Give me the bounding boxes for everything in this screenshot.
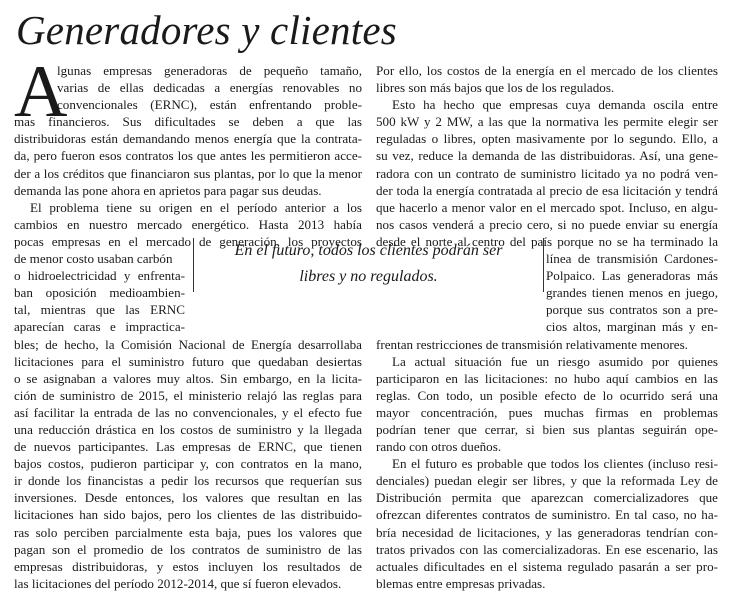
pull-quote-line: En el futuro, todos los clientes podrán ser [234,242,503,259]
text-line: rando con otros dueños. [376,439,502,455]
text-line: licitaciones han sido bajos, pero los clientes de las distribuido- [14,507,362,523]
article-title: Generadores y clientes [16,7,397,53]
text-line: pagan son el promedio de los contratos de suministro de las [14,541,362,557]
text-line: aparecían caras e impractica- [14,319,185,335]
text-line: En el futuro es probable que todos los clientes (incluso resi- [392,456,718,472]
right-column [376,62,718,592]
text-line: desde el norte al centro del país porque no se ha terminado la [376,233,718,249]
text-line: distribuidoras están demandando menos energía que la contrata- [14,131,362,147]
text-line: da, pero fueron esos contratos los que antes les permitieron acce- [14,148,362,164]
text-line: Distribución permita que aparezcan comercializadores que [376,490,718,506]
pull-quote [193,238,544,292]
text-line: una reducción drástica en los costos de suministro y la llegada [14,421,362,437]
text-line: actuales dificultades en el sistema regulado pasarán a ser pro- [376,558,718,574]
text-line: reglas. Con todo, un posible efecto de lo ocurrido será una [376,387,718,403]
text-line: denciales) puedan elegir ser libres, y que la reformada Ley de [376,473,718,489]
text-line: tratos privados con las comercializadoras. En ese escenario, las [376,541,718,557]
text-line: participaron en las licitaciones: no hubo aquí cambios en las [376,370,718,386]
text-line: cios altos, marginan más y en- [546,319,718,335]
text-line: pocas empresas en el mercado de generación, los proyectos [14,233,362,249]
left-column [14,51,362,592]
text-line: empresas distribuidoras, y estos incluyen los resultados de [14,558,362,574]
text-line: ras solo perciben parcialmente esta baja, pues los valores que [14,524,362,540]
text-line: ción de suministro de 2015, el ministerio relajó las reglas para [14,387,362,403]
text-line: reguladas o libres, opten masivamente por lo segundo. Ello, a [376,131,718,147]
text-line: de menor costo usaban carbón [14,251,173,267]
text-line: demanda las pone ahora en aprietos para pagar sus deudas. [14,182,322,198]
text-line: ofrezcan diferentes contratos de suministro. En tal caso, no ha- [376,507,718,523]
pull-quote-line: libres y no regulados. [299,268,438,285]
text-line: lgunas empresas generadoras de pequeño tamaño, [57,63,362,78]
text-line: porque sus contratos son a pre- [546,302,718,318]
text-line: libres son más bajos que los de los regulados. [376,80,615,96]
text-line: las licitaciones del período 2012-2014, que sí fueron elevados. [14,575,342,591]
text-line: El problema tiene su origen en el período anterior a los [30,199,362,215]
text-line: línea de transmisión Cardones- [546,251,718,267]
text-line: su vez, reduce la demanda de las distribuidoras. Así, una gene- [376,148,718,164]
text-line: de nuevos participantes. Las empresas de ERNC, que tienen [14,439,362,455]
text-line: Polpaico. Las generadoras más [546,268,718,284]
text-line: bría necesidad de licitaciones, y las generadoras tendrían con- [376,524,718,540]
text-line: 500 kW y 2 MW, a las que la normativa les permite elegir ser [376,114,718,130]
text-line: así facilitar la entrada de las no convencionales, y el efecto fue [14,404,362,420]
text-line: der toda la energía contratada al precio de esa licitación y tendrá [376,182,718,198]
text-line: inversiones. Desde entonces, los valores que resultan en las [14,490,362,506]
text-line: mas financieros. Sus dificultades se deben a que las [14,114,362,130]
text-line: o se asignaban a valores muy altos. Sin embargo, en la licita- [14,370,362,386]
text-line: que hacerlo a menor valor en el mercado spot. Incluso, en algu- [376,199,718,215]
text-line: frentan restricciones de transmisión relativamente menores. [376,336,688,352]
text-line: radora con un contrato de suministro licitado ya no podrá ven- [376,165,718,181]
text-line: podrían tener que cerrar, si bien sus plantas seguirán ope- [376,421,718,437]
text-line: o hidroelectricidad y enfrenta- [14,268,185,284]
text-line: ban oposición medioambien- [14,285,185,301]
text-line: cambios en nuestro mercado energético. Hasta 2013 había [14,216,362,232]
text-line: bajos costos, pudieron participar y, con contratos en la mano, [14,456,362,472]
text-line: tal, mientras que las ERNC [14,302,185,318]
text-line: der a los créditos que financiaron sus plantas, por lo que la menor [14,165,362,181]
text-line: convencionales (ERNC), están enfrentando proble- [57,97,362,113]
text-line: bles; de hecho, la Comisión Nacional de Energía desarrollaba [14,336,362,352]
text-line: Por ello, los costos de la energía en el mercado de los clientes [376,63,718,78]
drop-cap: A [14,51,68,133]
text-line: licitaciones para el suministro futuro que quedaban desiertas [14,353,362,369]
text-line: varias de ellas dedicadas a energías renovables no [57,80,362,96]
text-line: Esto ha hecho que empresas cuya demanda oscila entre [392,97,718,113]
text-line: nos casos venderá a precio cero, si no puede enviar su energía [376,216,718,232]
text-line: blemas entre empresas privadas. [376,575,546,591]
text-line: ir donde los financistas a pedir los recursos que requerían sus [14,473,362,489]
text-line: grandes tienen menos en juego, [546,285,718,301]
text-line: mayor concentración, pues muchas firmas en problemas [376,404,718,420]
text-line: La actual situación fue un riesgo asumido por quienes [392,353,718,369]
